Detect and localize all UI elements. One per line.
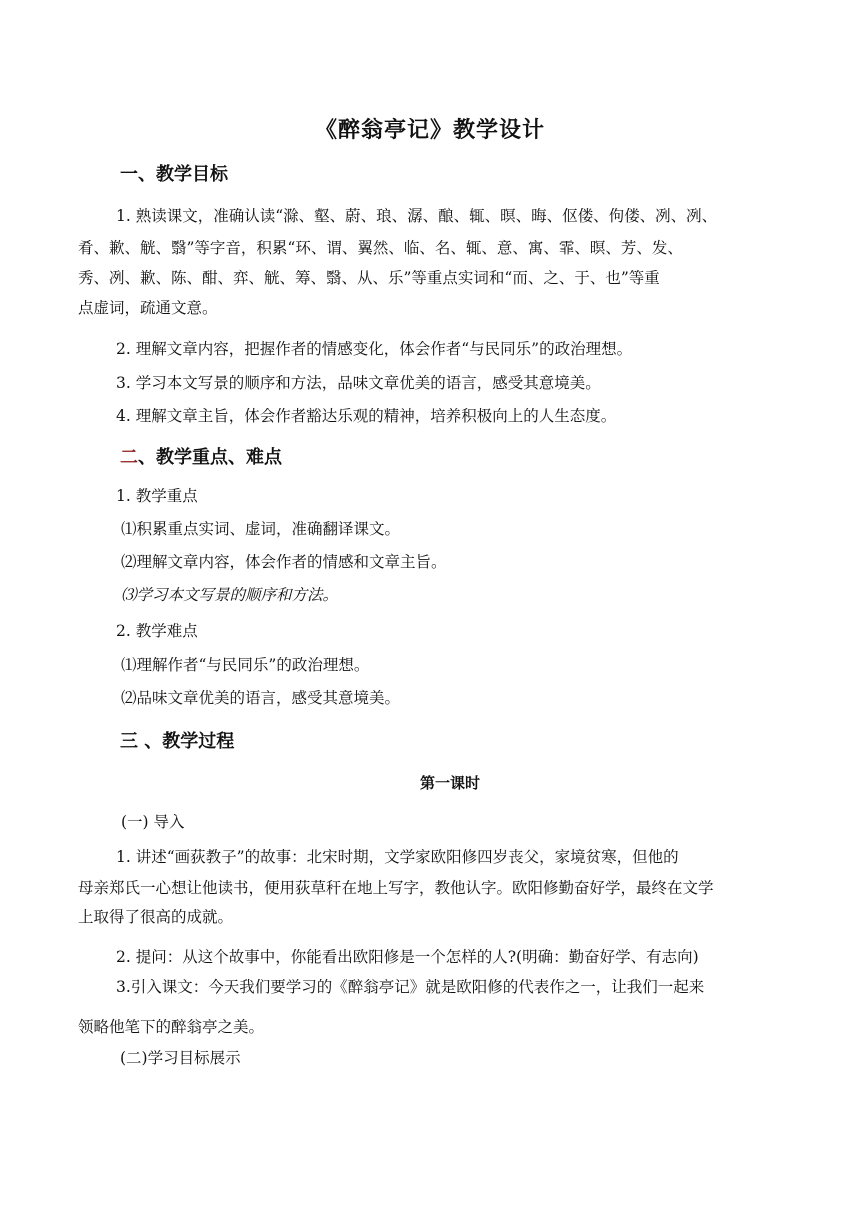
section-heading-process: 三 、教学过程: [120, 731, 235, 752]
step-3-line-2: 领略他笔下的醉翁亭之美。: [78, 1018, 265, 1036]
goal-2: 2. 理解文章内容，把握作者的情感变化，体会作者“与民同乐”的政治理想。: [116, 340, 633, 358]
section-heading-key-points: [120, 443, 282, 469]
section-heading-text: 、教学重点、难点: [138, 447, 282, 468]
key-point-3: ⑶学习本文写景的顺序和方法。: [121, 586, 339, 604]
goal-1-line-3: 秀、冽、歉、陈、酣、弈、觥、筹、翳、从、乐”等重点实词和“而、之、于、也”等重: [78, 269, 660, 287]
goal-1-line-4: 点虚词，疏通文意。: [78, 299, 218, 317]
step-2: 2. 提问：从这个故事中，你能看出欧阳修是一个怎样的人?(明确：勤奋好学、有志向): [116, 948, 699, 966]
document-title: 《醉翁亭记》教学设计: [314, 118, 545, 143]
key-point-2: ⑵理解文章内容，体会作者的情感和文章主旨。: [121, 553, 447, 571]
step-1-line-3: 上取得了很高的成就。: [78, 908, 234, 926]
difficulty-1: ⑴理解作者“与民同乐”的政治理想。: [121, 656, 370, 674]
difficulty-2: ⑵品味文章优美的语言，感受其意境美。: [121, 689, 401, 707]
key-points-label: 1. 教学重点: [116, 487, 198, 505]
key-point-1: ⑴积累重点实词、虚词，准确翻译课文。: [121, 520, 401, 538]
difficulties-label: 2. 教学难点: [116, 622, 198, 640]
intro-label: (一) 导入: [121, 813, 185, 831]
section-heading-number: 二: [120, 447, 138, 468]
goal-3: 3. 学习本文写景的顺序和方法，品味文章优美的语言，感受其意境美。: [116, 374, 601, 392]
step-1-line-1: 1. 讲述“画荻教子”的故事：北宋时期，文学家欧阳修四岁丧父，家境贫寒，但他的: [116, 848, 679, 866]
section-heading-goals: 一、教学目标: [120, 164, 228, 185]
lesson-title: 第一课时: [419, 774, 480, 792]
step-1-line-2: 母亲郑氏一心想让他读书，便用荻草秆在地上写字，教他认字。欧阳修勤奋好学，最终在文学: [78, 879, 714, 897]
goals-display-label: (二)学习目标展示: [120, 1049, 241, 1067]
goal-1-line-2: 肴、歉、觥、翳”等字音，积累“环、谓、翼然、临、名、辄、意、寓、霏、暝、芳、发、: [78, 239, 683, 257]
goal-1-line-1: 1. 熟读课文，准确认读“滁、壑、蔚、琅、潺、酿、辄、暝、晦、伛偻、佝偻、冽、冽、: [116, 207, 718, 225]
goal-4: 4. 理解文章主旨，体会作者豁达乐观的精神，培养积极向上的人生态度。: [116, 407, 617, 425]
step-3-line-1: 3.引入课文：今天我们要学习的《醉翁亭记》就是欧阳修的代表作之一，让我们一起来: [116, 978, 705, 996]
